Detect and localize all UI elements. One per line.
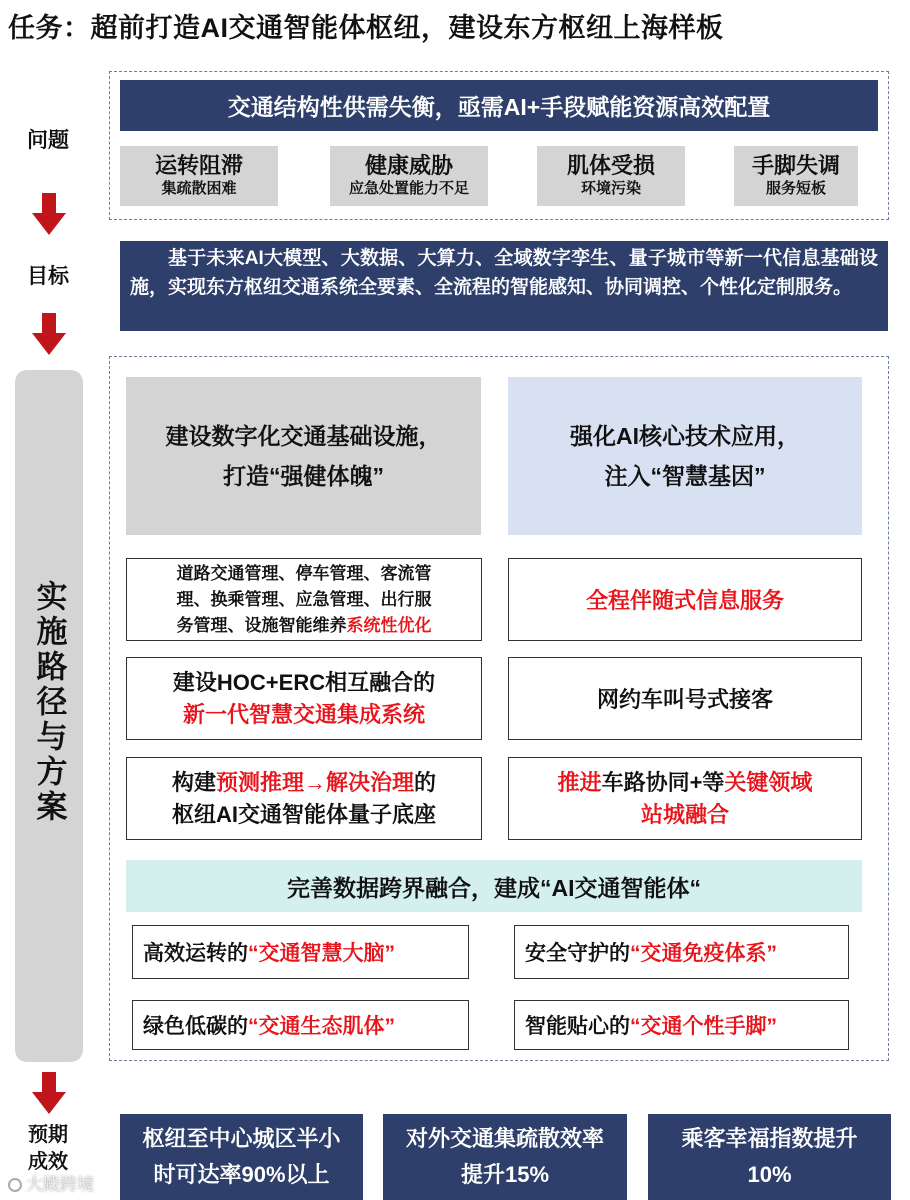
watermark-logo-icon: [8, 1178, 22, 1192]
label-goal: 目标: [27, 265, 69, 288]
plan-right-box: 推进车路协同+等关键领域 站城融合: [508, 757, 862, 840]
down-arrow-icon: [32, 1072, 66, 1114]
fusion-bar: 完善数据跨界融合，建成“AI交通智能体“: [126, 860, 862, 912]
watermark: 大殿跨境: [8, 1170, 94, 1195]
label-outcome: 预期 成效: [28, 1124, 68, 1173]
goal-text: 基于未来AI大模型、大数据、大算力、全域数字孪生、量子城市等新一代信息基础设施，实现东方枢纽交通系统全要素、全流程的智能感知、协同调控、个性化定制服务。: [120, 241, 888, 331]
agent-box: 绿色低碳的 “交通生态肌体”: [132, 1000, 469, 1050]
down-arrow-icon: [32, 193, 66, 235]
plan-left-head: 建设数字化交通基础设施， 打造“强健体魄”: [126, 377, 481, 535]
label-problem: 问题: [27, 129, 69, 152]
plan-right-box: 全程伴随式信息服务: [508, 558, 862, 641]
agent-box: 高效运转的 “交通智慧大脑”: [132, 925, 469, 979]
plan-right-head: 强化AI核心技术应用， 注入“智慧基因”: [508, 377, 862, 535]
label-path: 实施路径与方案: [31, 580, 67, 825]
problem-item: 运转阻滞 集疏散困难: [120, 146, 278, 206]
plan-left-box: 构建预测推理→解决治理的 枢纽AI交通智能体量子底座: [126, 757, 482, 840]
down-arrow-icon: [32, 313, 66, 355]
problem-header: 交通结构性供需失衡，亟需AI+手段赋能资源高效配置: [120, 80, 878, 131]
path-label-panel: [15, 370, 83, 1062]
outcome-box: 对外交通集疏散效率 提升15%: [383, 1114, 627, 1200]
outcome-box: 枢纽至中心城区半小 时可达率90%以上: [120, 1114, 363, 1200]
outcome-box: 乘客幸福指数提升 10%: [648, 1114, 891, 1200]
problem-item: 手脚失调 服务短板: [734, 146, 858, 206]
plan-left-box: 建设HOC+ERC相互融合的 新一代智慧交通集成系统: [126, 657, 482, 740]
agent-box: 安全守护的 “交通免疫体系”: [514, 925, 849, 979]
problem-item: 肌体受损 环境污染: [537, 146, 685, 206]
page-title: 任务：超前打造AI交通智能体枢纽，建设东方枢纽上海样板: [8, 13, 724, 43]
plan-left-box: 道路交通管理、停车管理、客流管 理、换乘管理、应急管理、出行服 务管理、设施智能维养系统性优化: [126, 558, 482, 641]
problem-item: 健康威胁 应急处置能力不足: [330, 146, 488, 206]
plan-right-box: 网约车叫号式接客: [508, 657, 862, 740]
agent-box: 智能贴心的 “交通个性手脚”: [514, 1000, 849, 1050]
